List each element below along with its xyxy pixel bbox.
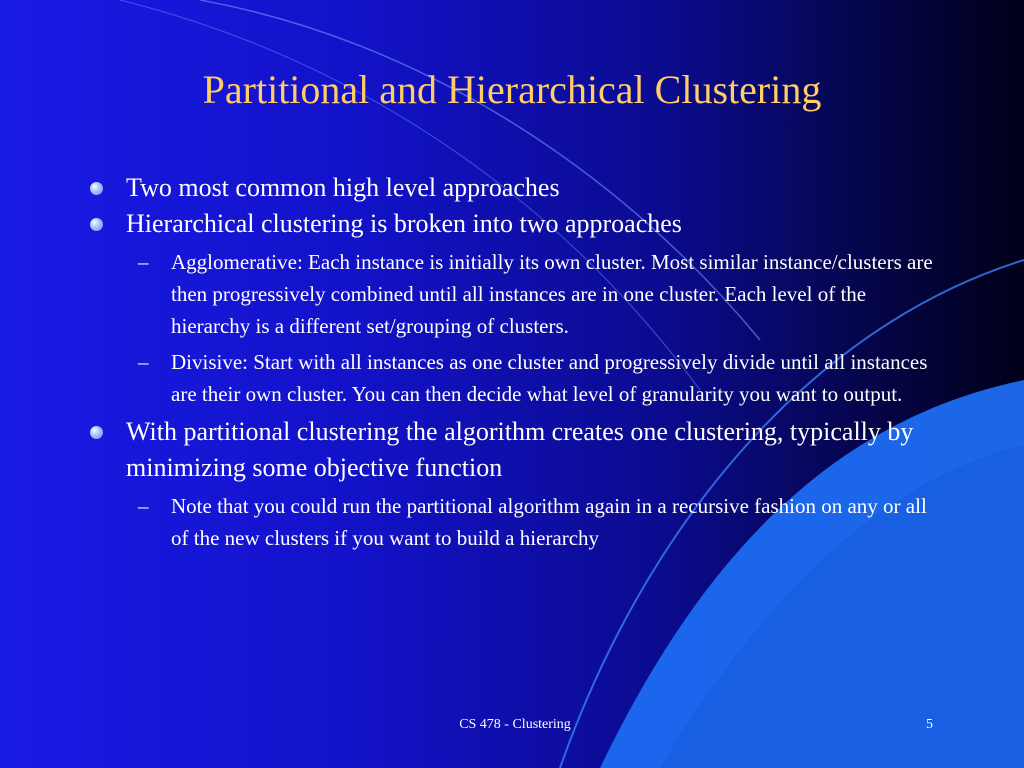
slide-body — [88, 170, 938, 558]
bullet-text: Two most common high level approaches — [126, 173, 560, 202]
bullet-item — [88, 170, 938, 206]
bullet-item — [88, 414, 938, 486]
bullet-text: With partitional clustering the algorithm creates one clustering, typically by minimizing some objective function — [126, 417, 914, 482]
bullet-dot-icon — [90, 426, 103, 439]
sub-bullet-text: Agglomerative: Each instance is initially its own cluster. Most similar instance/clusters are then progressively combined until all instances are in one cluster. Each level of the hierarchy is a different set/grouping of clusters. — [171, 250, 933, 338]
footer-course-label: CS 478 - Clustering — [459, 717, 571, 732]
dash-icon: – — [138, 250, 149, 274]
bullet-dot-icon — [90, 182, 103, 195]
bullet-text: Hierarchical clustering is broken into two approaches — [126, 209, 682, 238]
dash-icon: – — [138, 350, 149, 374]
sub-bullet-text: Note that you could run the partitional algorithm again in a recursive fashion on any or all of the new clusters if you want to build a hierarchy — [171, 494, 927, 550]
dash-icon: – — [138, 494, 149, 518]
sub-bullet-text: Divisive: Start with all instances as one cluster and progressively divide until all instances are their own cluster. You can then decide what level of granularity you want to output. — [171, 350, 928, 406]
bullet-dot-icon — [90, 218, 103, 231]
slide-title: Partitional and Hierarchical Clustering — [202, 67, 822, 112]
sub-bullet-item — [88, 246, 938, 342]
bullet-item — [88, 206, 938, 242]
sub-bullet-item — [88, 490, 938, 554]
slide-number: 5 — [926, 717, 933, 732]
sub-bullet-item — [88, 346, 938, 410]
